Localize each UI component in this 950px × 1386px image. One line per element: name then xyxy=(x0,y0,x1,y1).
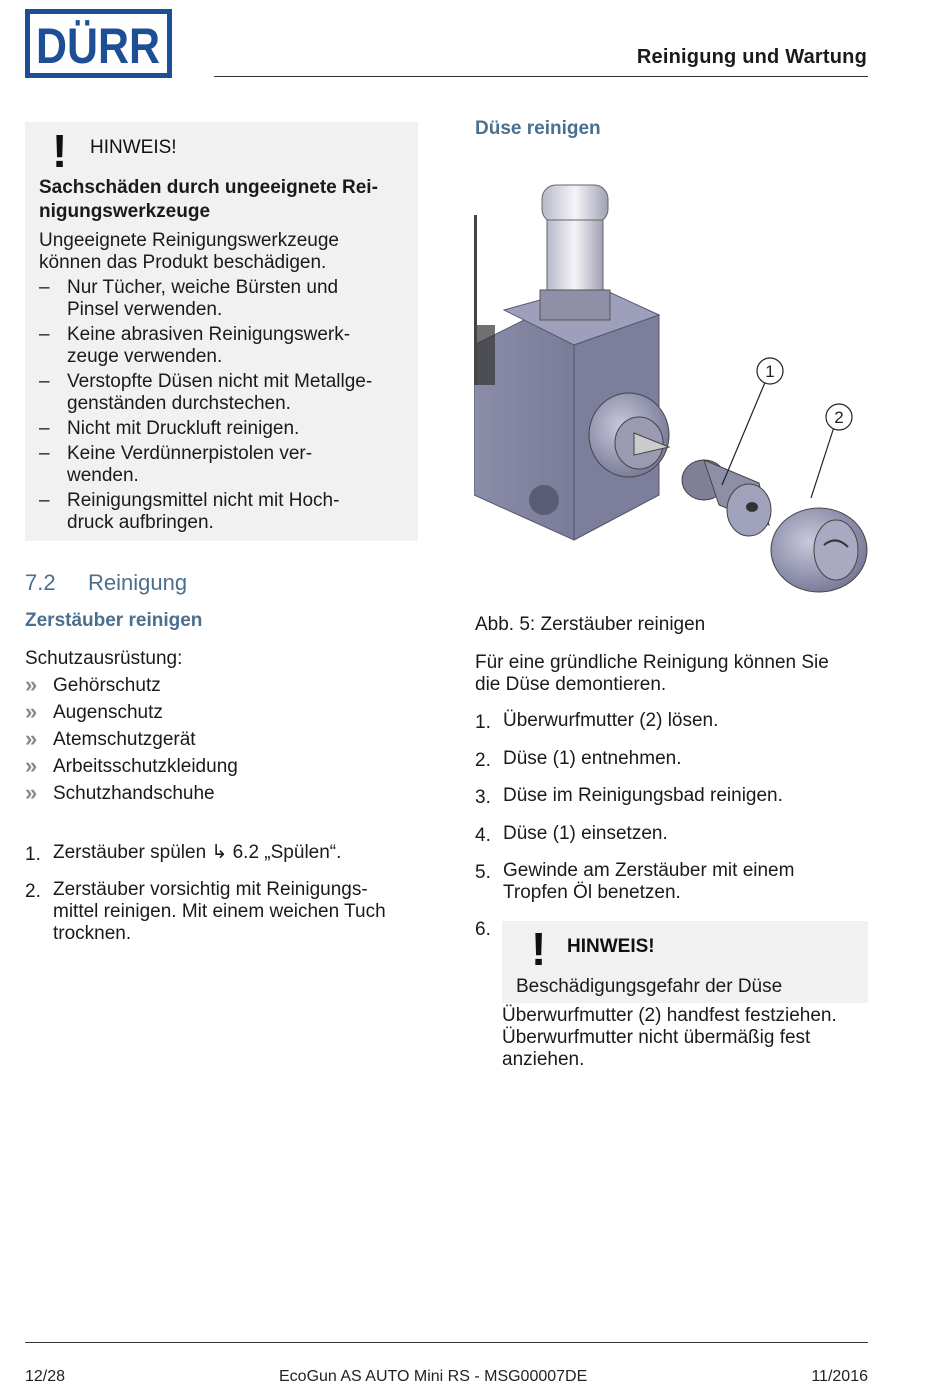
list-item xyxy=(39,443,409,487)
list-item-line: druck aufbringen. xyxy=(67,512,214,533)
document-title: EcoGun AS AUTO Mini RS - MSG00007DE xyxy=(279,1368,588,1385)
exclamation-icon: ! xyxy=(52,125,68,177)
list-item xyxy=(39,277,409,321)
list-item-line: genständen durchstechen. xyxy=(67,393,291,414)
list-item xyxy=(39,418,409,440)
dash-marker: – xyxy=(39,490,50,511)
list-item-line: zeuge verwenden. xyxy=(67,346,223,367)
dash-marker: – xyxy=(39,277,50,298)
list-item xyxy=(25,701,238,728)
notice-text-line: Ungeeignete Reinigungswerkzeuge xyxy=(39,230,339,251)
callout-1: 1 xyxy=(765,362,775,381)
list-item-label: Augenschutz xyxy=(53,702,163,723)
list-item-line: Pinsel verwenden. xyxy=(67,299,223,320)
step-item xyxy=(475,823,875,847)
list-item xyxy=(39,371,409,415)
step-number: 2. xyxy=(475,750,491,771)
notice-text: Beschädigungsgefahr der Düse xyxy=(516,976,783,997)
list-item-line: Keine abrasiven Reinigungswerk- xyxy=(67,324,351,345)
step-text-line: Zerstäuber vorsichtig mit Reinigungs- xyxy=(53,879,368,900)
figure-caption: Abb. 5: Zerstäuber reinigen xyxy=(475,614,706,635)
list-item-label: Atemschutzgerät xyxy=(53,729,196,750)
notice-label: HINWEIS! xyxy=(90,137,177,158)
notice-box-small xyxy=(502,921,868,1003)
step-text: Düse im Reinigungsbad reinigen. xyxy=(503,785,783,806)
double-chevron-icon: » xyxy=(25,672,35,697)
double-chevron-icon: » xyxy=(25,699,35,724)
step-text: Düse (1) entnehmen. xyxy=(503,748,682,769)
step-text-line: trocknen. xyxy=(53,923,132,944)
notice-box xyxy=(25,122,418,541)
step-number: 6. xyxy=(475,919,491,940)
dash-marker: – xyxy=(39,324,50,345)
header-rule xyxy=(214,76,868,77)
notice-heading-line: Sachschäden durch ungeeignete Rei- xyxy=(39,177,378,198)
intro-text-line: Für eine gründliche Reinigung können Sie xyxy=(475,652,829,673)
step-item xyxy=(25,879,425,949)
logo-lettering xyxy=(30,14,167,73)
notice-text xyxy=(39,230,399,274)
list-item-line: wenden. xyxy=(67,465,139,486)
step-number: 4. xyxy=(475,825,491,846)
dash-marker: – xyxy=(39,443,50,464)
list-item-label: Arbeitsschutzkleidung xyxy=(53,756,238,777)
cross-reference-link[interactable]: Zerstäuber spülen ↳ 6.2 „Spülen“. xyxy=(53,842,342,863)
list-item-line: Nur Tücher, weiche Bürsten und xyxy=(67,277,339,298)
list-item xyxy=(25,782,238,809)
step-text xyxy=(503,860,794,904)
notice-list xyxy=(39,277,409,537)
step-text-line: Tropfen Öl benetzen. xyxy=(503,882,681,903)
step-text: Düse (1) einsetzen. xyxy=(503,823,668,844)
list-item-line: Keine Verdünnerpistolen ver- xyxy=(67,443,313,464)
step-text-line: Überwurfmutter nicht übermäßig fest xyxy=(502,1027,811,1048)
list-item-line: Nicht mit Druckluft reinigen. xyxy=(67,418,300,439)
step-item xyxy=(475,748,875,772)
chapter-title: Reinigung und Wartung xyxy=(636,46,867,68)
list-item xyxy=(25,755,238,782)
step-text-line: Gewinde am Zerstäuber mit einem xyxy=(503,860,795,881)
list-item xyxy=(39,324,409,368)
section-number: 7.2 xyxy=(25,570,56,595)
step-text-line: anziehen. xyxy=(502,1049,585,1070)
step-text-line: Überwurfmutter (2) handfest festziehen. xyxy=(502,1005,837,1026)
double-chevron-icon: » xyxy=(25,753,35,778)
double-chevron-icon: » xyxy=(25,726,35,751)
intro-text-line: die Düse demontieren. xyxy=(475,674,667,695)
page-number: 12/28 xyxy=(25,1368,66,1385)
nozzle-illustration xyxy=(474,165,874,595)
step-number: 5. xyxy=(475,862,491,883)
step-item xyxy=(475,860,875,906)
subheading-atomizer: Zerstäuber reinigen xyxy=(25,610,203,631)
list-item-line: Verstopfte Düsen nicht mit Metallge- xyxy=(67,371,373,392)
notice-heading-line: nigungswerkzeuge xyxy=(39,201,211,222)
svg-text:DÜRR: DÜRR xyxy=(36,18,160,73)
subheading-nozzle: Düse reinigen xyxy=(475,118,601,139)
dash-marker: – xyxy=(39,418,50,439)
step-number: 3. xyxy=(475,787,491,808)
step-item xyxy=(475,785,875,809)
notice-heading xyxy=(39,176,409,224)
notice-label: HINWEIS! xyxy=(567,936,655,957)
callout-2: 2 xyxy=(834,408,844,427)
intro-text xyxy=(475,652,875,696)
list-item xyxy=(25,674,238,701)
list-item-label: Gehörschutz xyxy=(53,675,161,696)
dash-marker: – xyxy=(39,371,50,392)
step-number: 1. xyxy=(25,844,41,865)
step-item xyxy=(475,710,875,734)
list-item xyxy=(39,490,409,534)
duerr-logo xyxy=(25,9,172,78)
document-date: 11/2016 xyxy=(811,1368,868,1385)
protection-label: Schutzausrüstung: xyxy=(25,648,183,669)
step-text xyxy=(502,1005,872,1071)
double-chevron-icon: » xyxy=(25,780,35,805)
footer-rule xyxy=(25,1342,868,1343)
step-number: 1. xyxy=(475,712,491,733)
notice-text-line: können das Produkt beschädigen. xyxy=(39,252,327,273)
protection-list xyxy=(25,674,238,809)
list-item xyxy=(25,728,238,755)
exclamation-icon: ! xyxy=(531,923,547,975)
list-item-label: Schutzhandschuhe xyxy=(53,783,215,804)
list-item-line: Reinigungsmittel nicht mit Hoch- xyxy=(67,490,340,511)
step-number: 2. xyxy=(25,881,41,902)
section-title: Reinigung xyxy=(88,570,188,595)
step-text xyxy=(53,879,386,945)
step-text-line: mittel reinigen. Mit einem weichen Tuch xyxy=(53,901,386,922)
step-item xyxy=(475,919,505,943)
step-text: Überwurfmutter (2) lösen. xyxy=(503,710,719,731)
